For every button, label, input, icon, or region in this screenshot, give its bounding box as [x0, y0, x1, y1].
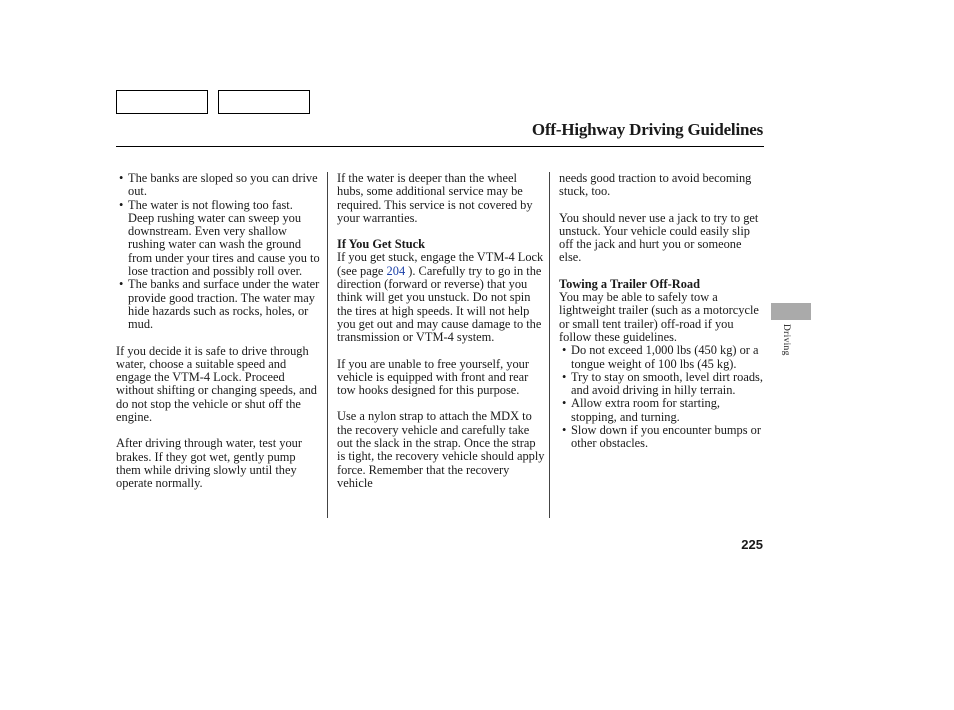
paragraph: Use a nylon strap to attach the MDX to the recovery vehicle and carefully take out the slack in the strap. Once the strap is tight, the recovery vehicle should apply force. Remember that the recovery vehicle: [337, 409, 545, 490]
text: ). Carefully try to go in the direction (forward or reverse) that you think will get you unstuck. Do not spin the tires at high speeds. It will not help you get out and may cause damage to the transmission or VTM-4 system.: [337, 263, 542, 345]
paragraph: needs good traction to avoid becoming stuck, too.: [559, 171, 752, 199]
nav-button-next[interactable]: [218, 90, 310, 114]
towing-guidelines-list: [559, 344, 765, 450]
column-divider: [549, 172, 550, 518]
paragraph: You may be able to safely tow a lightweight trailer (such as a motorcycle or small tent trailer) off-road if you follow these guidelines.: [559, 290, 759, 344]
page-title: Off-Highway Driving Guidelines: [531, 120, 763, 139]
water-conditions-list: [116, 172, 322, 332]
list-item: • Try to stay on smooth, level dirt roads, and avoid driving in hilly terrain.: [559, 371, 765, 398]
title-rule: [116, 146, 764, 147]
text: If you get stuck, engage the VTM-4 Lock (see page: [337, 250, 544, 278]
list-item: • The banks and surface under the water provide good traction. The water may hide hazards such as rocks, holes, or mud.: [116, 278, 322, 331]
list-item: • The water is not flowing too fast. Deep rushing water can sweep you downstream. Even very shallow rushing water can wash the ground from under your tires and cause you to lose traction and possibly roll over.: [116, 199, 322, 279]
column-1: [116, 172, 322, 504]
section-heading-if-you-get-stuck: If You Get Stuck: [337, 237, 426, 252]
paragraph: If you are unable to free yourself, your vehicle is equipped with front and rear tow hooks designed for this purpose.: [337, 356, 529, 398]
page-link-204[interactable]: 204: [386, 263, 406, 278]
section-heading-towing-trailer: Towing a Trailer Off-Road: [559, 276, 701, 291]
paragraph: If the water is deeper than the wheel hubs, some additional service may be required. This service is not covered by your warranties.: [337, 171, 533, 225]
column-3: [559, 172, 765, 464]
section-tab: [771, 303, 811, 320]
list-item: • Do not exceed 1,000 lbs (450 kg) or a tongue weight of 100 lbs (45 kg).: [559, 344, 765, 371]
list-item: • The banks are sloped so you can drive out.: [116, 172, 322, 199]
section-tab-label: Driving: [781, 324, 791, 356]
nav-button-previous[interactable]: [116, 90, 208, 114]
list-item: • Slow down if you encounter bumps or other obstacles.: [559, 424, 765, 451]
paragraph: If you decide it is safe to drive through water, choose a suitable speed and engage the VTM-4 Lock. Proceed without shifting or changing speeds, and do not stop the vehicle or shut off the engine.: [116, 343, 317, 425]
column-divider: [327, 172, 328, 518]
page-number: 225: [741, 537, 763, 552]
column-2: [337, 172, 545, 503]
paragraph: You should never use a jack to try to get unstuck. Your vehicle could easily slip off the jack and hurt you or someone else.: [559, 210, 759, 265]
paragraph: [337, 251, 545, 344]
paragraph: After driving through water, test your brakes. If they got wet, gently pump them while driving slowly until they operate normally.: [116, 436, 303, 491]
list-item: • Allow extra room for starting, stopping, and turning.: [559, 397, 765, 424]
